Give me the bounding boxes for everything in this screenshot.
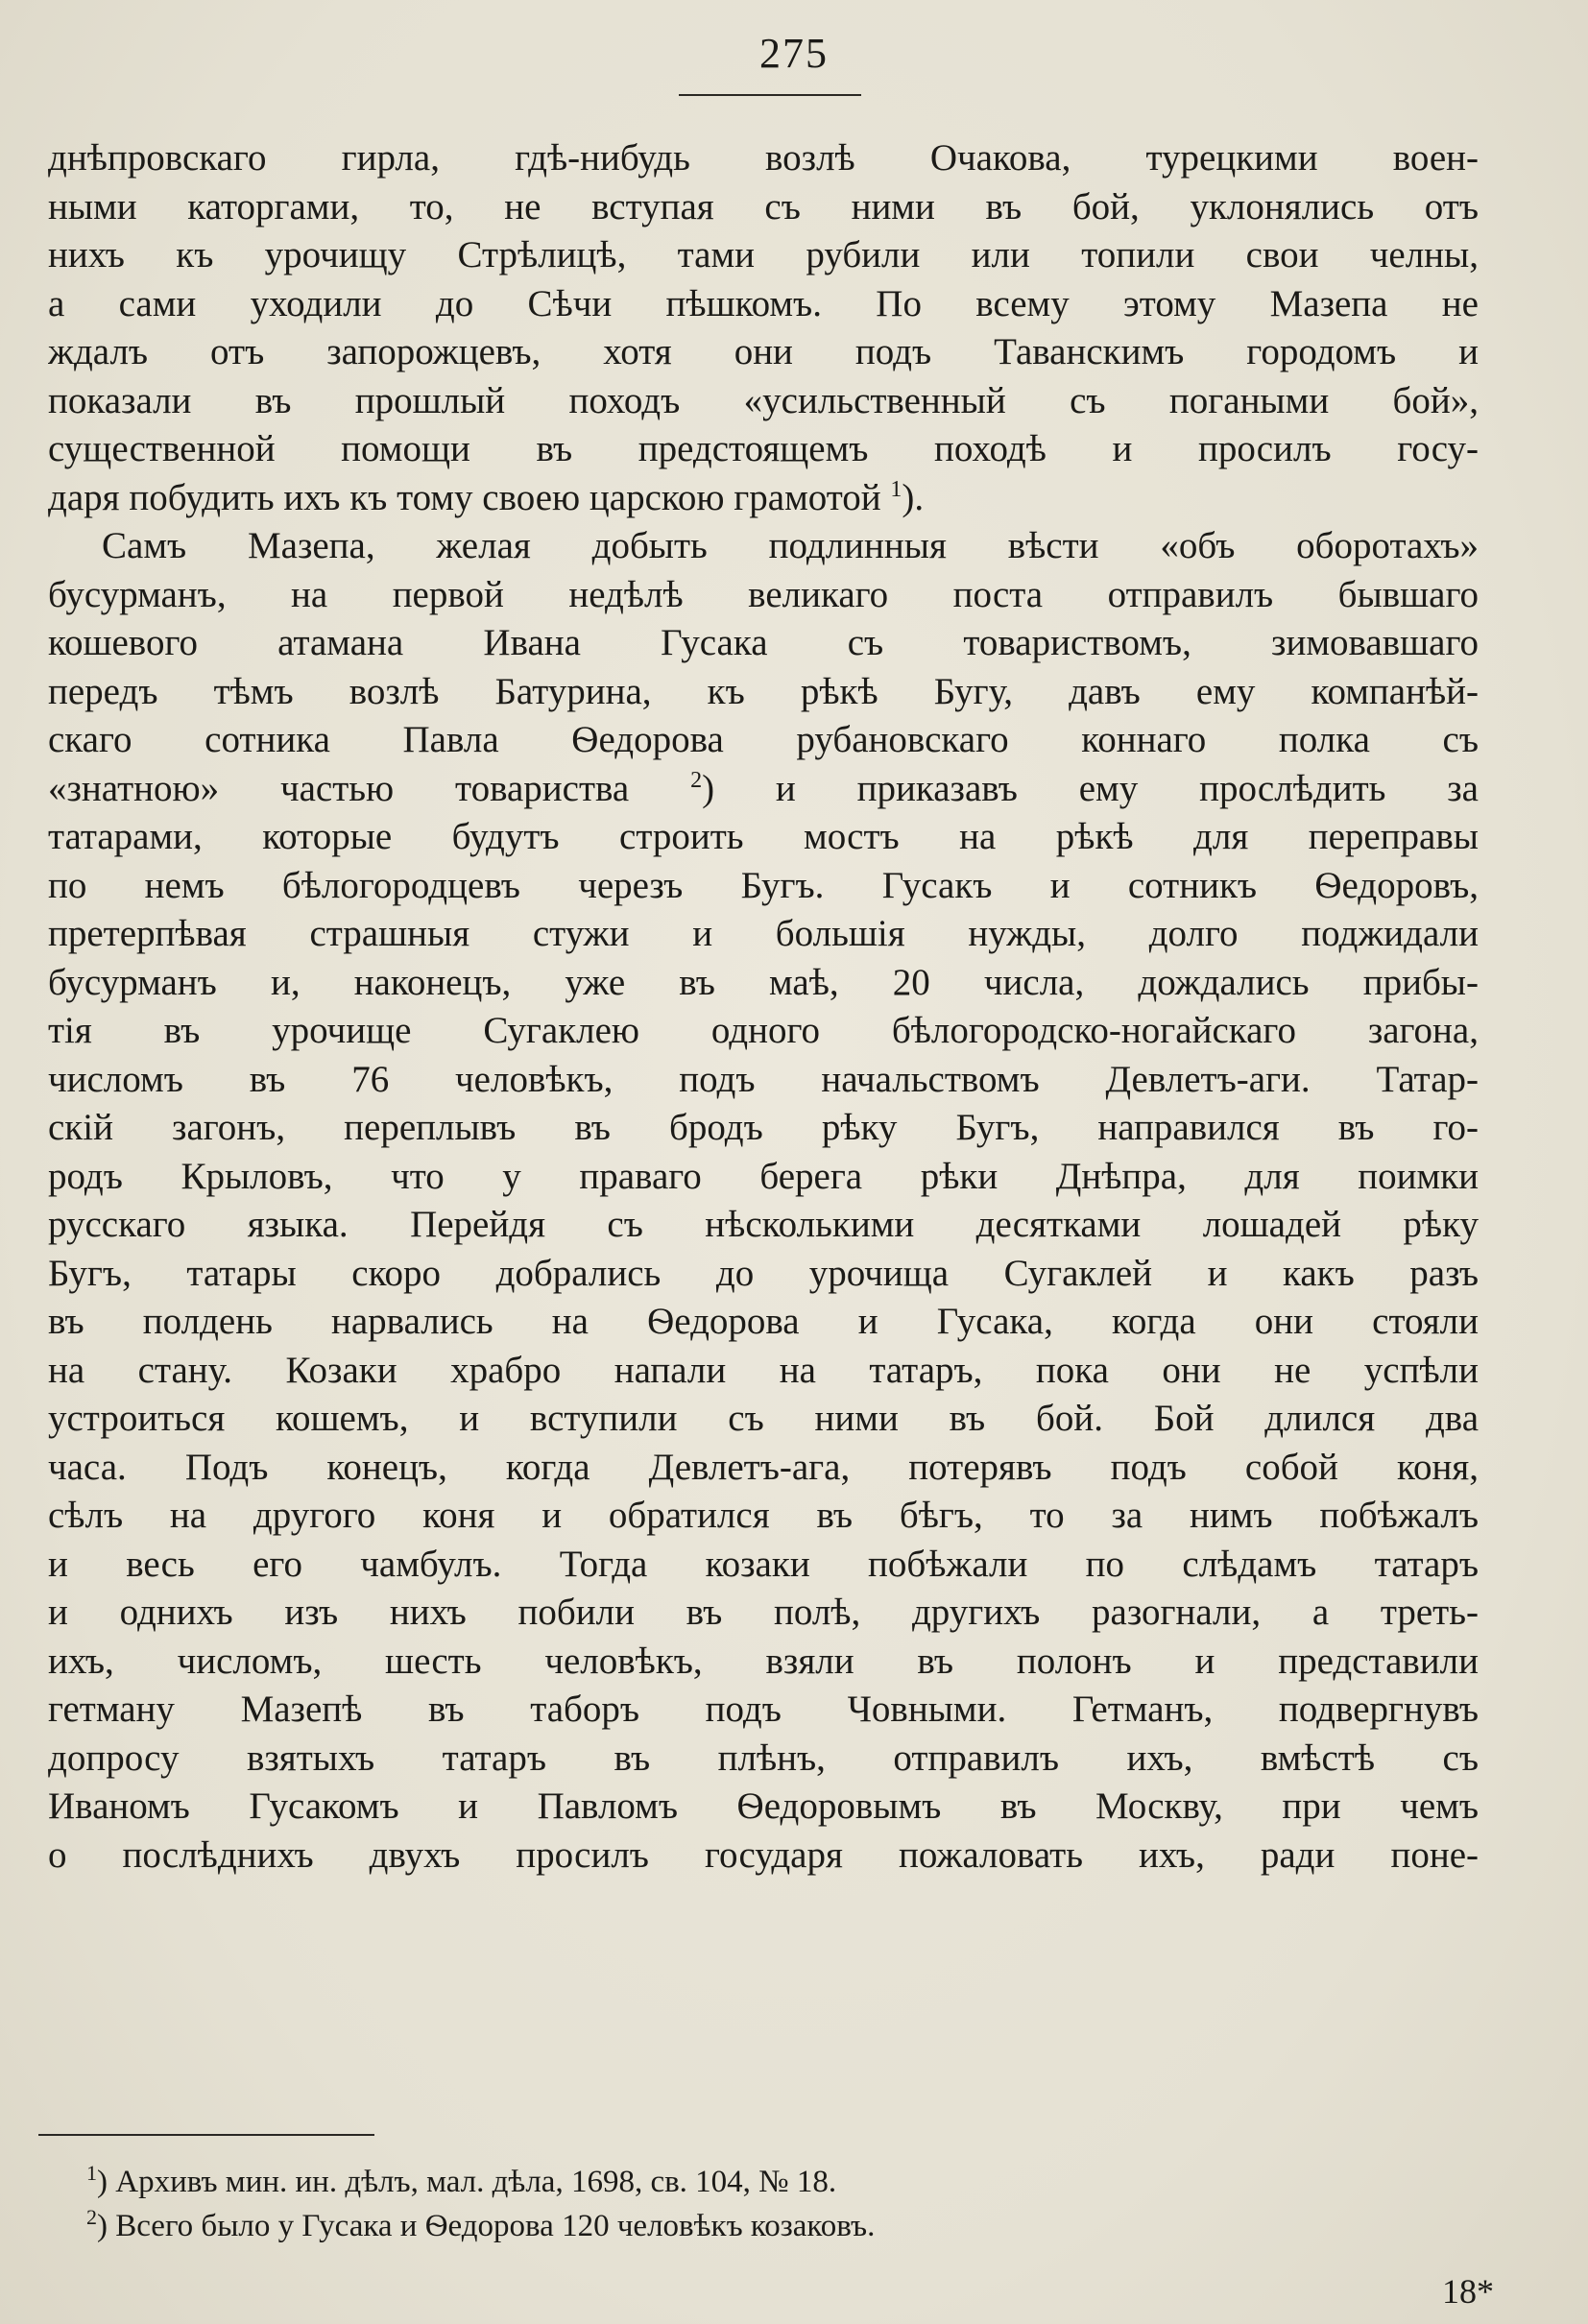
text-line: ихъ, числомъ, шесть человѣкъ, взяли въ полонъ и представили	[48, 1640, 1479, 1682]
text-line	[48, 765, 1479, 814]
text-line: въ полдень нарвались на Ѳедорова и Гусака, когда они стояли	[48, 1301, 1479, 1342]
page-number: 275	[759, 30, 829, 77]
text-line: кошевого атамана Ивана Гусака съ товариствомъ, зимовавшаго	[48, 622, 1479, 663]
footnote-mark: 2	[86, 2205, 97, 2229]
text-line: допросу взятыхъ татаръ въ плѣнъ, отправилъ ихъ, вмѣстѣ съ	[48, 1737, 1479, 1779]
footnote-ref-1: 1	[890, 476, 902, 502]
text-line: родъ Крыловъ, что у праваго берега рѣки Днѣпра, для поимки	[48, 1155, 1479, 1197]
text-line: нихъ къ урочищу Стрѣлицѣ, тами рубили или топили свои челны,	[48, 234, 1479, 276]
text-line: днѣпровскаго гирла, гдѣ-нибудь возлѣ Очакова, турецкими воен-	[48, 137, 1479, 179]
text-line: гетману Мазепѣ въ таборъ подъ Човными. Гетманъ, подвергнувъ	[48, 1689, 1479, 1730]
text-line: устроиться кошемъ, и вступили съ ними въ бой. Бой длился два	[48, 1398, 1479, 1439]
text-line-part: даря побудить ихъ къ тому своею царскою грамотой	[48, 476, 881, 518]
footnote-text: ) Всего было у Гусака и Ѳедорова 120 человѣкъ козаковъ.	[97, 2209, 876, 2243]
footnote-2	[86, 2204, 1335, 2248]
text-line: бусурманъ, на первой недѣлѣ великаго поста отправилъ бывшаго	[48, 573, 1479, 615]
text-line: ными каторгами, то, не вступая съ ними въ бой, уклонялись отъ	[48, 185, 1479, 228]
footnote-text: ) Архивъ мин. ин. дѣлъ, мал. дѣла, 1698, св. 104, № 18.	[97, 2165, 837, 2199]
text-line: татарами, которые будутъ строить мостъ на рѣкѣ для переправы	[48, 816, 1479, 857]
text-line: Иваномъ Гусакомъ и Павломъ Ѳедоровымъ въ Москву, при чемъ	[48, 1785, 1479, 1827]
text-line-part: ) и приказавъ ему прослѣдить за	[702, 767, 1479, 809]
text-line: Бугъ, татары скоро добрались до урочища Сугаклей и какъ разъ	[48, 1252, 1479, 1294]
text-line: скаго сотника Павла Ѳедорова рубановскаго коннаго полка съ	[48, 719, 1479, 760]
text-line: претерпѣвая страшныя стужи и большія нужды, долго поджидали	[48, 913, 1479, 954]
text-line-part: ).	[902, 476, 925, 518]
footnote-mark: 1	[86, 2161, 97, 2185]
main-text	[48, 134, 1479, 1880]
text-line: на стану. Козаки храбро напали на татаръ, пока они не успѣли	[48, 1349, 1479, 1391]
footnote-1	[86, 2160, 1335, 2204]
text-line-part: «знатною» частью товариства	[48, 767, 630, 809]
footnotes	[86, 2160, 1335, 2248]
signature-mark: 18*	[1442, 2272, 1494, 2311]
text-line: а сами уходили до Сѣчи пѣшкомъ. По всему этому Мазепа не	[48, 282, 1479, 324]
text-line: передъ тѣмъ возлѣ Батурина, къ рѣкѣ Бугу, давъ ему компанѣй-	[48, 670, 1479, 712]
text-line: и однихъ изъ нихъ побили въ полѣ, другихъ разогнали, а треть-	[48, 1592, 1479, 1633]
text-line: о послѣднихъ двухъ просилъ государя пожаловать ихъ, ради поне-	[48, 1833, 1479, 1876]
text-line: показали въ прошлый походъ «усильственный съ погаными бой»,	[48, 379, 1479, 421]
header-rule	[679, 94, 861, 96]
text-line: существенной помощи въ предстоящемъ походѣ и просилъ госу-	[48, 428, 1479, 469]
text-line: ждалъ отъ запорожцевъ, хотя они подъ Таванскимъ городомъ и	[48, 331, 1479, 372]
text-line: часа. Подъ конецъ, когда Девлетъ-ага, потерявъ подъ собой коня,	[48, 1446, 1479, 1488]
text-line: по немъ бѣлогородцевъ черезъ Бугъ. Гусакъ и сотникъ Ѳедоровъ,	[48, 864, 1479, 906]
text-line: Самъ Мазепа, желая добыть подлинныя вѣсти «объ оборотахъ»	[102, 525, 1479, 566]
text-line: русскаго языка. Перейдя съ нѣсколькими десятками лошадей рѣку	[48, 1204, 1479, 1245]
text-line: скій загонъ, переплывъ въ бродъ рѣку Бугъ, направился въ го-	[48, 1107, 1479, 1148]
footnote-rule	[38, 2134, 374, 2136]
text-line: числомъ въ 76 человѣкъ, подъ начальствомъ Девлетъ-аги. Татар-	[48, 1058, 1479, 1100]
text-line: тія въ урочище Сугаклею одного бѣлогородско-ногайскаго загона,	[48, 1010, 1479, 1051]
text-line: бусурманъ и, наконецъ, уже въ маѣ, 20 числа, дождались прибы-	[48, 961, 1479, 1003]
text-line: и весь его чамбулъ. Тогда козаки побѣжали по слѣдамъ татаръ	[48, 1543, 1479, 1585]
text-line: сѣлъ на другого коня и обратился въ бѣгъ, то за нимъ побѣжалъ	[48, 1495, 1479, 1536]
footnote-ref-2: 2	[690, 767, 703, 793]
text-line	[48, 474, 1479, 523]
